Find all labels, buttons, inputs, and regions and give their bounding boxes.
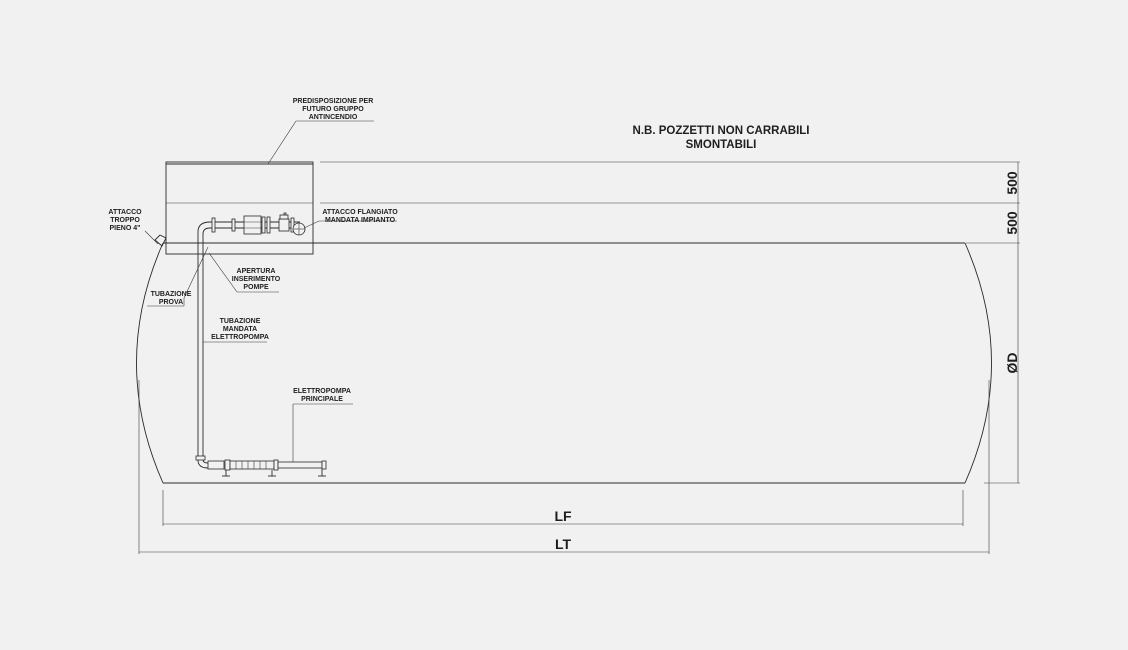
manhole <box>166 162 313 254</box>
delivery-pipe <box>196 222 300 468</box>
tank-left-head <box>137 243 164 483</box>
label-predisposizione-2: FUTURO GRUPPO <box>302 106 364 113</box>
label-elettropompa-2: PRINCIPALE <box>301 396 343 403</box>
label-tubazione-prova-1: TUBAZIONE <box>150 291 192 298</box>
note-line-2: SMONTABILI <box>685 139 757 151</box>
pipe-fittings <box>212 213 305 235</box>
submersible-pump <box>208 460 326 476</box>
label-attacco-flangiato-2: MANDATA IMPIANTO <box>324 217 396 224</box>
label-attacco-troppo-1: ATTACCO <box>108 209 142 216</box>
label-attacco-flangiato-1: ATTACCO FLANGIATO <box>322 209 398 216</box>
label-tubazione-mandata-1: TUBAZIONE <box>219 318 261 325</box>
overflow-fitting <box>155 235 166 246</box>
dim-lf: LF <box>554 508 572 524</box>
label-tubazione-prova-2: PROVA <box>158 299 184 306</box>
dim-diameter: ØD <box>1004 352 1020 374</box>
tank-right-head <box>965 243 992 483</box>
label-apertura-3: POMPE <box>243 284 269 291</box>
dimension-lines <box>139 162 1020 554</box>
label-tubazione-mandata-3: ELETTROPOMPA <box>211 334 269 341</box>
dim-height-top: 500 <box>1004 171 1020 195</box>
label-elettropompa-1: ELETTROPOMPA <box>293 388 351 395</box>
dim-lt: LT <box>554 536 572 552</box>
label-predisposizione-1: PREDISPOSIZIONE PER <box>292 98 374 105</box>
label-predisposizione-3: ANTINCENDIO <box>308 114 358 121</box>
label-tubazione-mandata-2: MANDATA <box>222 326 258 333</box>
note-line-1: N.B. POZZETTI NON CARRABILI <box>632 125 810 137</box>
label-attacco-troppo-3: PIENO 4" <box>109 225 141 232</box>
label-attacco-troppo-2: TROPPO <box>110 217 140 224</box>
label-apertura-1: APERTURA <box>236 268 276 275</box>
dim-height-mid: 500 <box>1004 211 1020 235</box>
label-apertura-2: INSERIMENTO <box>231 276 281 283</box>
